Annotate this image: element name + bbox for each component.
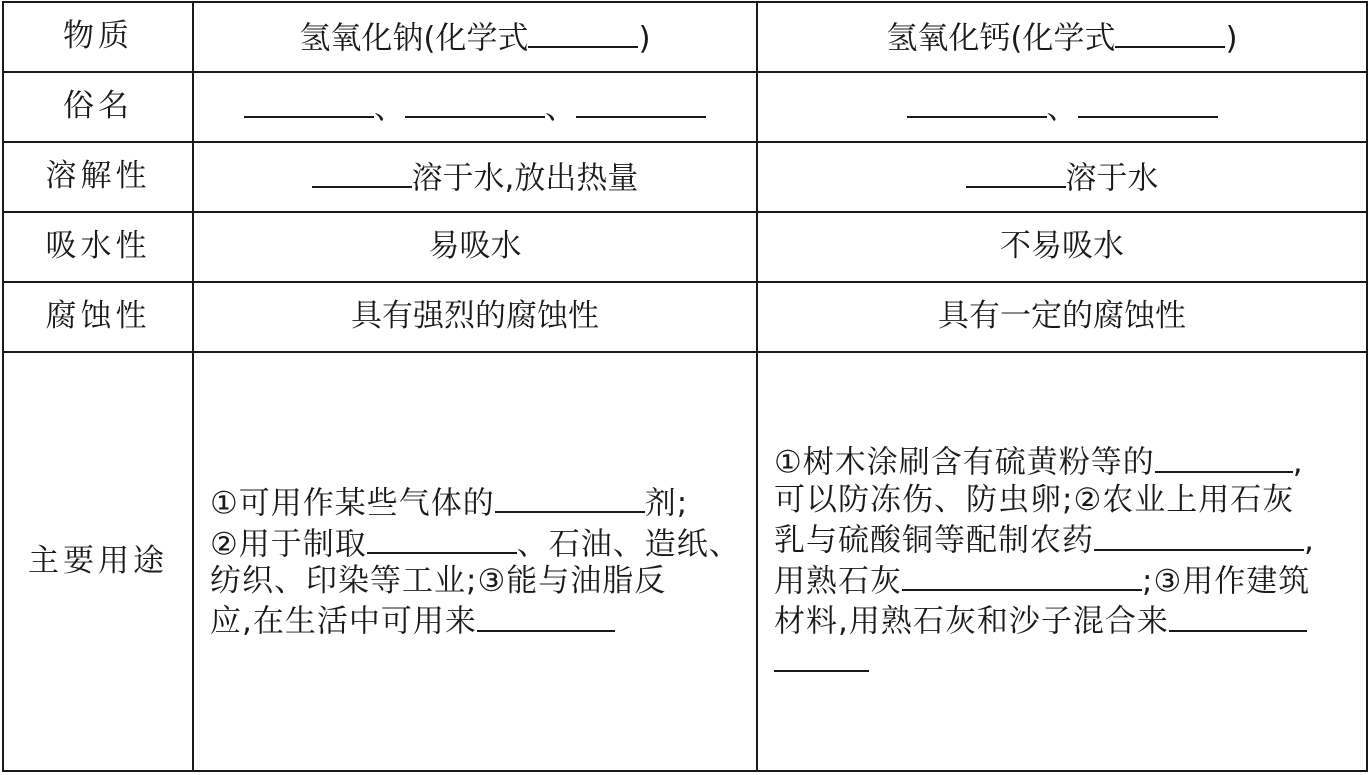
label-common-name: 俗名 bbox=[3, 72, 193, 142]
caoh2-uses-text: , bbox=[1292, 444, 1304, 481]
caoh2-uses-blank-2 bbox=[1094, 519, 1304, 550]
naoh-name-blank-3 bbox=[576, 87, 706, 118]
caoh2-name-blank-1 bbox=[907, 87, 1047, 118]
caoh2-uses-line-3 bbox=[774, 519, 1352, 560]
naoh-uses-line-1 bbox=[210, 482, 738, 523]
caoh2-header bbox=[757, 2, 1367, 72]
naoh-uses-text: 、石油、造纸、 bbox=[516, 526, 741, 563]
caoh2-header-text: 氢氧化钙(化学式 bbox=[886, 20, 1116, 57]
caoh2-uses-line-6 bbox=[774, 641, 1352, 682]
naoh-uses-text: ②用于制取 bbox=[210, 526, 367, 563]
caoh2-header-close: ) bbox=[1225, 20, 1238, 57]
row-common-name bbox=[3, 72, 1367, 142]
naoh-solubility-blank bbox=[312, 157, 412, 188]
comparison-table bbox=[2, 1, 1368, 772]
row-corrosiveness bbox=[3, 282, 1367, 352]
naoh-uses-line-2 bbox=[210, 523, 741, 564]
caoh2-uses-line-2: 可以防冻伤、防虫卵;②农业上用石灰 bbox=[774, 481, 1295, 518]
caoh2-solubility-blank bbox=[966, 157, 1066, 188]
caoh2-corrosiveness: 具有一定的腐蚀性 bbox=[757, 282, 1367, 352]
naoh-corrosiveness: 具有强烈的腐蚀性 bbox=[193, 282, 757, 352]
naoh-uses-blank-2 bbox=[367, 523, 517, 554]
row-main-uses bbox=[3, 352, 1367, 771]
naoh-hygroscopicity: 易吸水 bbox=[193, 212, 757, 282]
label-corrosiveness: 腐蚀性 bbox=[3, 282, 193, 352]
caoh2-hygroscopicity: 不易吸水 bbox=[757, 212, 1367, 282]
naoh-name-blank-2 bbox=[405, 87, 545, 118]
naoh-sep-1: 、 bbox=[374, 90, 405, 127]
naoh-uses-text: ①可用作某些气体的 bbox=[210, 485, 495, 522]
caoh2-uses-text: 乳与硫酸铜等配制农药 bbox=[774, 522, 1094, 559]
naoh-sep-2: 、 bbox=[545, 90, 576, 127]
caoh2-formula-blank bbox=[1115, 17, 1225, 48]
caoh2-uses-text: , bbox=[1304, 522, 1315, 559]
caoh2-uses-blank-1 bbox=[1155, 441, 1293, 472]
naoh-solubility bbox=[193, 142, 757, 212]
caoh2-uses-text: ;③用作建筑 bbox=[1142, 563, 1311, 600]
caoh2-uses-blank-4 bbox=[1169, 600, 1307, 631]
naoh-uses-line-4 bbox=[210, 600, 738, 641]
naoh-uses-text: 应,在生活中可用来 bbox=[210, 603, 477, 640]
naoh-uses-text: 剂; bbox=[644, 485, 689, 522]
caoh2-common-name bbox=[757, 72, 1367, 142]
naoh-header-close: ) bbox=[638, 20, 651, 57]
caoh2-uses-text: 材料,用熟石灰和沙子混合来 bbox=[774, 603, 1169, 640]
caoh2-name-blank-2 bbox=[1078, 87, 1218, 118]
naoh-common-name bbox=[193, 72, 757, 142]
naoh-solubility-text: 溶于水,放出热量 bbox=[411, 160, 639, 197]
caoh2-uses bbox=[757, 352, 1367, 771]
caoh2-solubility-text: 溶于水 bbox=[1065, 160, 1159, 197]
caoh2-uses-line-5 bbox=[774, 600, 1352, 641]
row-solubility bbox=[3, 142, 1367, 212]
naoh-formula-blank bbox=[528, 17, 638, 48]
label-main-uses: 主要用途 bbox=[3, 352, 193, 771]
label-substance: 物质 bbox=[3, 2, 193, 72]
caoh2-sep-1: 、 bbox=[1046, 90, 1078, 127]
naoh-header-text: 氢氧化钠(化学式 bbox=[299, 20, 529, 57]
caoh2-uses-blank-5 bbox=[774, 641, 869, 672]
label-hygroscopicity: 吸水性 bbox=[3, 212, 193, 282]
caoh2-uses-blank-3 bbox=[902, 560, 1142, 591]
row-hygroscopicity bbox=[3, 212, 1367, 282]
caoh2-uses-line-4 bbox=[774, 560, 1352, 601]
caoh2-uses-line-1 bbox=[774, 441, 1352, 482]
naoh-uses-blank-3 bbox=[477, 600, 615, 631]
naoh-uses-blank-1 bbox=[495, 482, 645, 513]
naoh-uses bbox=[193, 352, 757, 771]
caoh2-uses-text: 用熟石灰 bbox=[774, 563, 902, 600]
naoh-name-blank-1 bbox=[244, 87, 374, 118]
naoh-uses-line-3: 纺织、印染等工业;③能与油脂反 bbox=[210, 563, 667, 600]
caoh2-uses-text: ①树木涂刷含有硫黄粉等的 bbox=[774, 444, 1155, 481]
row-substance bbox=[3, 2, 1367, 72]
label-solubility: 溶解性 bbox=[3, 142, 193, 212]
naoh-header bbox=[193, 2, 757, 72]
caoh2-solubility bbox=[757, 142, 1367, 212]
